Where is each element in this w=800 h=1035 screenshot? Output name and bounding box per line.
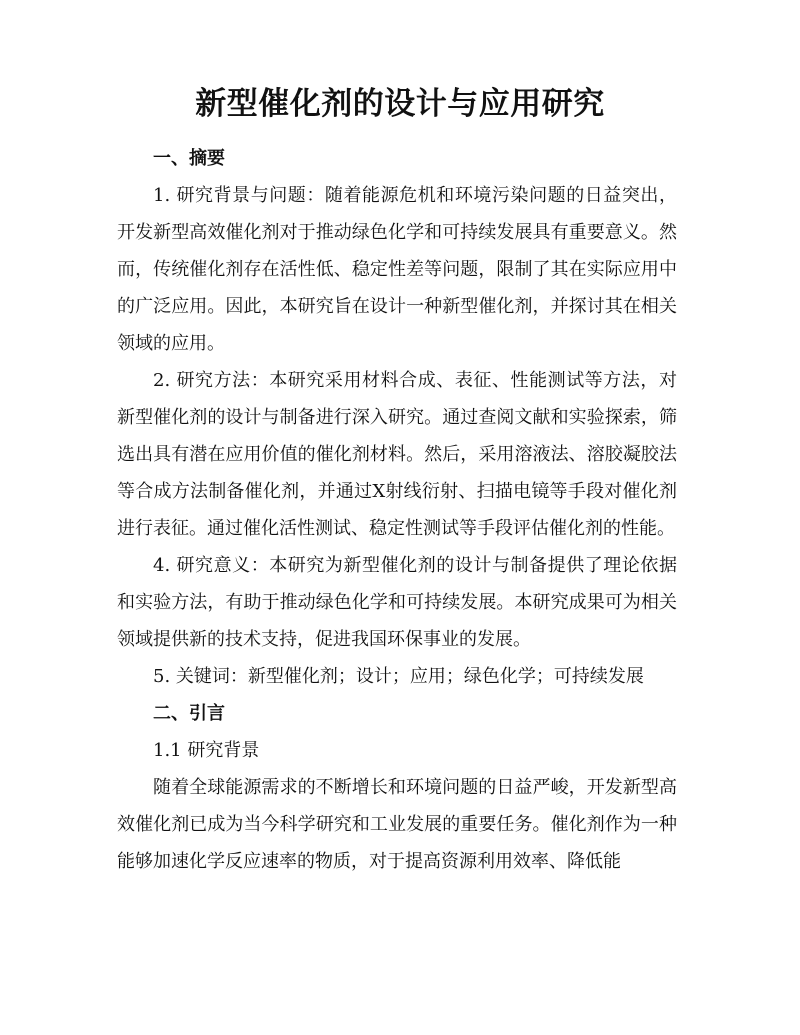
paragraph-keywords: 5. 关键词：新型催化剂；设计；应用；绿色化学；可持续发展	[153, 666, 644, 687]
paragraph-research-significance: 4. 研究意义：本研究为新型催化剂的设计与制备提供了理论依据和实验方法，有助于推动绿色化学和可持续发展。本研究成果可为相关领域提供新的技术支持，促进我国环保事业的发展。	[117, 555, 677, 650]
subsection-heading-background: 1.1 研究背景	[153, 740, 260, 761]
section-heading-abstract: 一、摘要	[153, 148, 225, 169]
paragraph-research-methods: 2. 研究方法：本研究采用材料合成、表征、性能测试等方法，对新型催化剂的设计与制备进行深入研究。通过查阅文献和实验探索，筛选出具有潜在应用价值的催化剂材料。然后，采用溶液法、溶胶凝胶法等合成方法制备催化剂，并通过X射线衍射、扫描电镜等手段对催化剂进行表征。通过催化活性测试、稳定性测试等手段评估催化剂的性能。	[117, 370, 677, 539]
section-heading-introduction: 二、引言	[153, 703, 225, 724]
paragraph-research-background: 1. 研究背景与问题：随着能源危机和环境污染问题的日益突出，开发新型高效催化剂对于推动绿色化学和可持续发展具有重要意义。然而，传统催化剂存在活性低、稳定性差等问题，限制了其在实际应用中的广泛应用。因此，本研究旨在设计一种新型催化剂，并探讨其在相关领域的应用。	[117, 185, 677, 354]
paragraph-introduction-body: 随着全球能源需求的不断增长和环境问题的日益严峻，开发新型高效催化剂已成为当今科学研究和工业发展的重要任务。催化剂作为一种能够加速化学反应速率的物质，对于提高资源利用效率、降低能	[117, 777, 677, 872]
document-body	[117, 140, 677, 880]
document-title: 新型催化剂的设计与应用研究	[195, 86, 605, 122]
